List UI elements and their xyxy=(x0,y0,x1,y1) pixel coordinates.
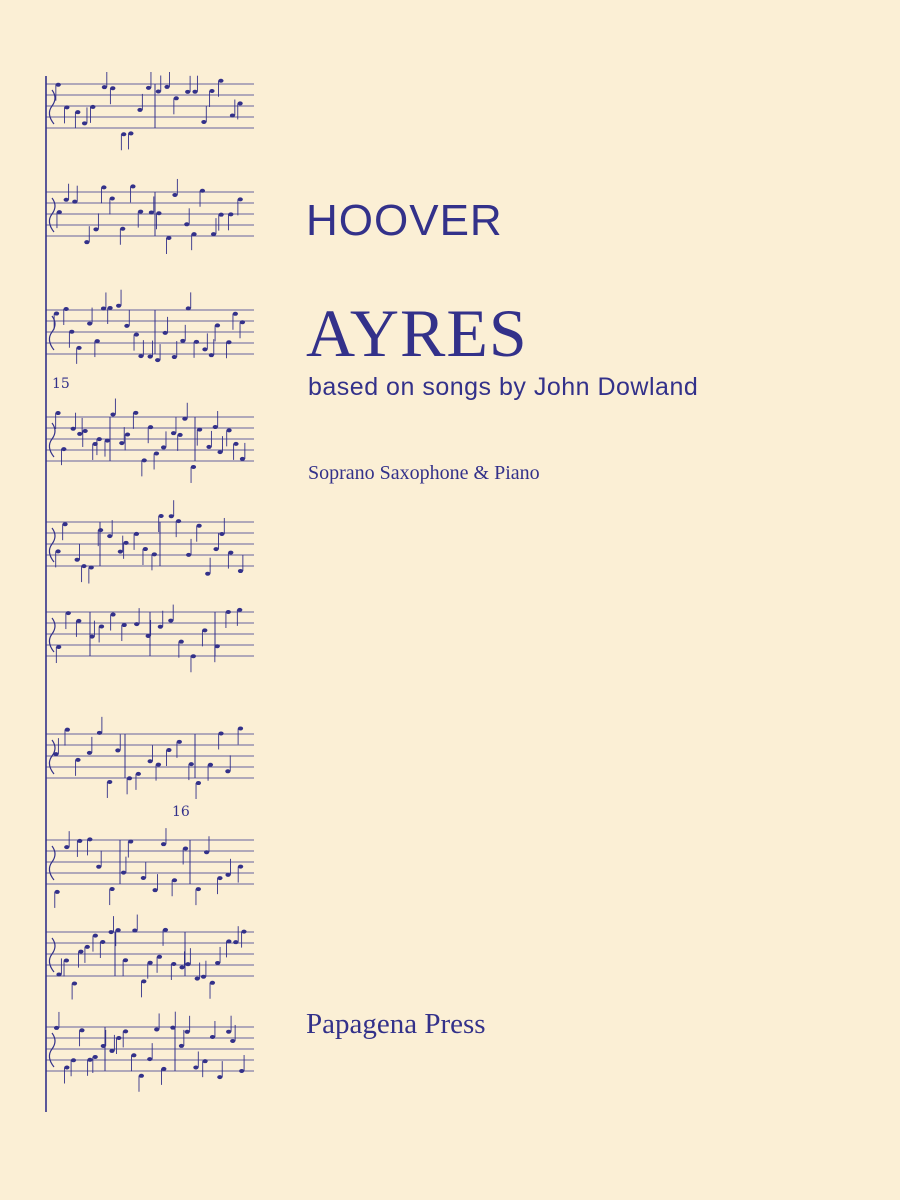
note-head xyxy=(101,1044,106,1048)
note-head xyxy=(75,110,80,114)
note-head xyxy=(110,413,115,417)
composer-name: HOOVER xyxy=(306,196,503,245)
note-head xyxy=(98,528,103,532)
note-head xyxy=(201,120,206,124)
note-head xyxy=(174,96,179,100)
note-head xyxy=(230,114,235,118)
note-head xyxy=(110,613,115,617)
note-head xyxy=(56,645,61,649)
note-head xyxy=(200,189,205,193)
note-head xyxy=(241,930,246,934)
note-head xyxy=(218,731,223,735)
note-head xyxy=(71,1058,76,1062)
note-head xyxy=(226,610,231,614)
note-head xyxy=(219,213,224,217)
note-head xyxy=(156,211,161,215)
note-head xyxy=(233,442,238,446)
note-head xyxy=(217,1075,222,1079)
note-head xyxy=(83,429,88,433)
note-head xyxy=(93,227,98,231)
note-head xyxy=(75,558,80,562)
note-head xyxy=(66,611,71,615)
note-head xyxy=(87,751,92,755)
work-subtitle: based on songs by John Dowland xyxy=(308,373,699,401)
note-head xyxy=(191,654,196,658)
note-head xyxy=(100,940,105,944)
note-head xyxy=(186,553,191,557)
note-head xyxy=(137,108,142,112)
note-head xyxy=(71,427,76,431)
note-head xyxy=(227,428,232,432)
note-head xyxy=(110,887,115,891)
note-head xyxy=(161,1067,166,1071)
note-head xyxy=(78,950,83,954)
note-head xyxy=(219,532,224,536)
note-head xyxy=(110,86,115,90)
note-head xyxy=(76,346,81,350)
note-head xyxy=(197,524,202,528)
note-head xyxy=(185,1030,190,1034)
note-head xyxy=(168,619,173,623)
note-head xyxy=(238,101,243,105)
note-head xyxy=(172,355,177,359)
note-head xyxy=(65,728,70,732)
note-head xyxy=(161,445,166,449)
note-head xyxy=(148,759,153,763)
note-head xyxy=(79,1028,84,1032)
note-head xyxy=(210,981,215,985)
note-head xyxy=(170,1026,175,1030)
note-head xyxy=(89,635,94,639)
measure-number-15: 15 xyxy=(52,376,70,392)
note-head xyxy=(166,748,171,752)
note-head xyxy=(134,622,139,626)
note-head xyxy=(213,547,218,551)
note-head xyxy=(62,522,67,526)
note-head xyxy=(149,210,154,214)
note-head xyxy=(191,465,196,469)
note-head xyxy=(148,425,153,429)
note-head xyxy=(189,762,194,766)
note-head xyxy=(238,726,243,730)
note-head xyxy=(93,934,98,938)
note-head xyxy=(127,776,132,780)
note-head xyxy=(238,569,243,573)
note-head xyxy=(177,433,182,437)
note-head xyxy=(217,450,222,454)
note-head xyxy=(185,90,190,94)
note-head xyxy=(230,1039,235,1043)
note-head xyxy=(171,962,176,966)
note-head xyxy=(238,865,243,869)
note-head xyxy=(143,547,148,551)
note-head xyxy=(119,441,124,445)
note-head xyxy=(217,876,222,880)
work-title: AYRES xyxy=(306,295,528,371)
note-head xyxy=(166,236,171,240)
note-head xyxy=(215,644,220,648)
note-head xyxy=(146,86,151,90)
note-head xyxy=(121,132,126,136)
note-head xyxy=(136,772,141,776)
note-head xyxy=(81,564,86,568)
note-head xyxy=(195,977,200,981)
note-head xyxy=(64,198,69,202)
note-head xyxy=(192,90,197,94)
note-head xyxy=(202,347,207,351)
note-head xyxy=(148,961,153,965)
note-head xyxy=(226,939,231,943)
note-head xyxy=(64,307,69,311)
note-head xyxy=(157,955,162,959)
note-head xyxy=(90,105,95,109)
publisher-name: Papagena Press xyxy=(306,1008,486,1040)
note-head xyxy=(209,353,214,357)
note-head xyxy=(154,1027,159,1031)
note-head xyxy=(228,212,233,216)
note-head xyxy=(64,959,69,963)
note-head xyxy=(93,1055,98,1059)
note-head xyxy=(194,340,199,344)
note-head xyxy=(205,572,210,576)
note-head xyxy=(134,333,139,337)
note-head xyxy=(125,432,130,436)
note-head xyxy=(107,534,112,538)
note-head xyxy=(124,324,129,328)
note-head xyxy=(141,876,146,880)
note-head xyxy=(203,1059,208,1063)
note-head xyxy=(163,928,168,932)
note-head xyxy=(237,608,242,612)
note-head xyxy=(99,624,104,628)
note-head xyxy=(72,981,77,985)
note-head xyxy=(122,623,127,627)
note-head xyxy=(82,121,87,125)
note-head xyxy=(201,975,206,979)
note-head xyxy=(163,331,168,335)
note-head xyxy=(87,837,92,841)
note-head xyxy=(64,845,69,849)
note-head xyxy=(196,887,201,891)
note-head xyxy=(148,355,153,359)
note-head xyxy=(130,184,135,188)
note-head xyxy=(56,83,61,87)
note-head xyxy=(133,411,138,415)
note-head xyxy=(158,514,163,518)
note-head xyxy=(239,1069,244,1073)
note-head xyxy=(211,232,216,236)
note-head xyxy=(185,962,190,966)
note-head xyxy=(139,1074,144,1078)
note-head xyxy=(61,447,66,451)
note-head xyxy=(147,1057,152,1061)
note-head xyxy=(152,888,157,892)
note-head xyxy=(87,1058,92,1062)
note-head xyxy=(226,340,231,344)
note-head xyxy=(179,965,184,969)
note-head xyxy=(77,432,82,436)
note-head xyxy=(155,358,160,362)
note-head xyxy=(95,339,100,343)
note-head xyxy=(134,532,139,536)
note-head xyxy=(182,417,187,421)
note-head xyxy=(116,928,121,932)
note-head xyxy=(56,972,61,976)
note-head xyxy=(158,625,163,629)
note-head xyxy=(240,457,245,461)
note-head xyxy=(116,1036,121,1040)
note-head xyxy=(213,425,218,429)
note-head xyxy=(54,1026,59,1030)
note-head xyxy=(77,839,82,843)
note-head xyxy=(228,551,233,555)
note-head xyxy=(128,131,133,135)
note-head xyxy=(196,781,201,785)
note-head xyxy=(123,541,128,545)
note-head xyxy=(102,85,107,89)
manuscript-score-image xyxy=(40,72,260,1117)
note-head xyxy=(215,323,220,327)
note-head xyxy=(210,1035,215,1039)
note-head xyxy=(123,958,128,962)
note-head xyxy=(101,306,106,310)
note-head xyxy=(204,850,209,854)
note-head xyxy=(75,758,80,762)
note-head xyxy=(57,210,62,214)
note-head xyxy=(69,330,74,334)
note-head xyxy=(96,865,101,869)
note-head xyxy=(176,519,181,523)
note-head xyxy=(172,878,177,882)
note-head xyxy=(218,79,223,83)
note-head xyxy=(225,873,230,877)
note-head xyxy=(132,929,137,933)
note-head xyxy=(193,1065,198,1069)
note-head xyxy=(186,306,191,310)
note-head xyxy=(87,322,92,326)
note-head xyxy=(120,227,125,231)
note-head xyxy=(76,619,81,623)
note-head xyxy=(131,1053,136,1057)
note-head xyxy=(54,312,59,316)
note-head xyxy=(116,304,121,308)
note-head xyxy=(138,354,143,358)
note-head xyxy=(161,842,166,846)
note-head xyxy=(107,780,112,784)
note-head xyxy=(89,566,94,570)
note-head xyxy=(109,1049,114,1053)
note-head xyxy=(180,339,185,343)
note-head xyxy=(156,763,161,767)
note-head xyxy=(146,634,151,638)
note-head xyxy=(142,458,147,462)
note-head xyxy=(105,439,110,443)
note-head xyxy=(226,1030,231,1034)
note-head xyxy=(191,232,196,236)
note-head xyxy=(215,961,220,965)
note-head xyxy=(109,930,114,934)
note-head xyxy=(179,1044,184,1048)
note-head xyxy=(152,552,157,556)
note-head xyxy=(123,1029,128,1033)
note-head xyxy=(206,445,211,449)
note-head xyxy=(64,105,69,109)
manuscript-illustration xyxy=(40,72,260,1117)
note-head xyxy=(179,640,184,644)
note-head xyxy=(107,306,112,310)
note-head xyxy=(72,200,77,204)
note-head xyxy=(177,740,182,744)
note-head xyxy=(97,731,102,735)
note-head xyxy=(128,840,133,844)
note-head xyxy=(197,428,202,432)
note-head xyxy=(55,411,60,415)
note-head xyxy=(208,763,213,767)
note-head xyxy=(101,185,106,189)
note-head xyxy=(64,1066,69,1070)
note-head xyxy=(225,769,230,773)
note-head xyxy=(171,431,176,435)
note-head xyxy=(110,196,115,200)
note-head xyxy=(240,320,245,324)
note-head xyxy=(121,871,126,875)
measure-number-16: 16 xyxy=(172,804,190,820)
instrumentation: Soprano Saxophone & Piano xyxy=(308,462,540,484)
note-head xyxy=(233,940,238,944)
note-head xyxy=(138,210,143,214)
note-head xyxy=(115,748,120,752)
note-head xyxy=(85,945,90,949)
note-head xyxy=(184,222,189,226)
note-head xyxy=(172,193,177,197)
note-head xyxy=(97,437,102,441)
note-head xyxy=(164,85,169,89)
note-head xyxy=(209,89,214,93)
note-head xyxy=(56,549,61,553)
note-head xyxy=(169,514,174,518)
note-head xyxy=(238,197,243,201)
note-head xyxy=(84,240,89,244)
note-head xyxy=(183,846,188,850)
note-head xyxy=(156,89,161,93)
note-head xyxy=(202,628,207,632)
note-head xyxy=(141,979,146,983)
note-head xyxy=(55,890,60,894)
note-head xyxy=(233,312,238,316)
note-head xyxy=(118,550,123,554)
note-head xyxy=(154,451,159,455)
